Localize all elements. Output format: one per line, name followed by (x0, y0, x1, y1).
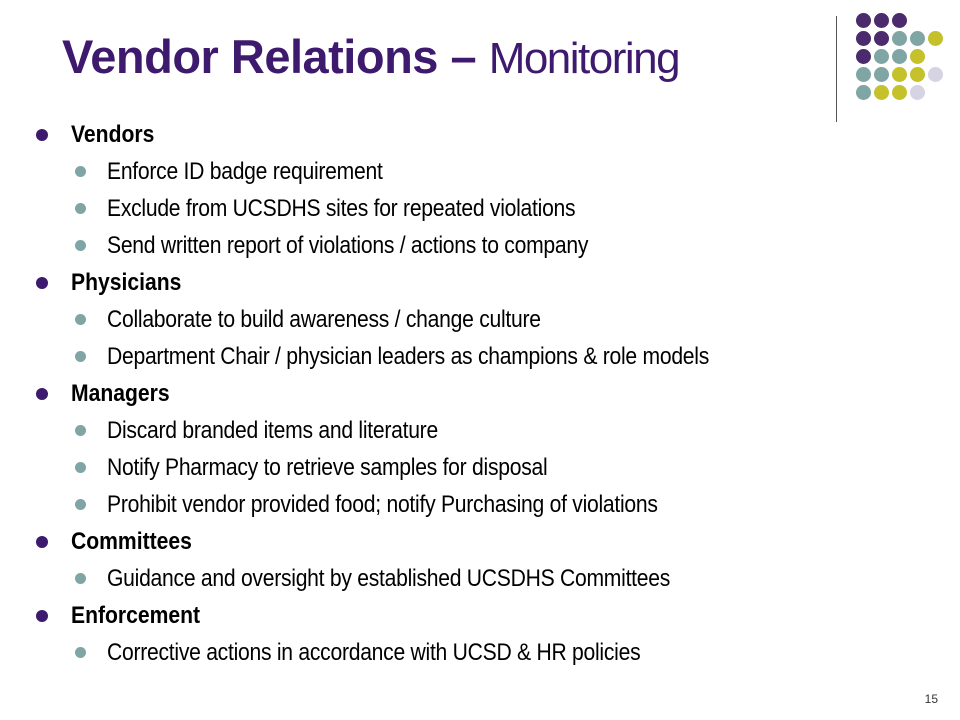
section-heading: Vendors (0, 116, 960, 153)
dot-icon (928, 67, 943, 82)
dot-icon (892, 31, 907, 46)
slide-title-sub: Monitoring (488, 34, 680, 83)
bullet-icon (75, 314, 86, 325)
title-divider (836, 16, 837, 122)
bullet-icon (36, 388, 48, 400)
dot-icon (892, 13, 907, 28)
list-item: Enforce ID badge requirement (0, 153, 960, 190)
dot-icon (910, 85, 925, 100)
dot-icon (892, 85, 907, 100)
bullet-icon (75, 351, 86, 362)
bullet-list (0, 116, 960, 671)
list-item: Discard branded items and literature (0, 412, 960, 449)
dot-icon (892, 67, 907, 82)
slide-title-dash: – (450, 30, 477, 83)
bullet-icon (36, 610, 48, 622)
section-heading: Physicians (0, 264, 960, 301)
dot-icon (874, 85, 889, 100)
dot-icon (856, 49, 871, 64)
bullet-icon (36, 536, 48, 548)
bullet-icon (75, 425, 86, 436)
dot-icon (910, 49, 925, 64)
dot-icon (856, 67, 871, 82)
section-heading: Enforcement (0, 597, 960, 634)
section-heading: Committees (0, 523, 960, 560)
dot-icon (892, 49, 907, 64)
list-item: Send written report of violations / actions to company (0, 227, 960, 264)
dot-icon (874, 31, 889, 46)
list-item: Notify Pharmacy to retrieve samples for disposal (0, 449, 960, 486)
bullet-icon (75, 462, 86, 473)
bullet-icon (75, 203, 86, 214)
list-item: Exclude from UCSDHS sites for repeated violations (0, 190, 960, 227)
slide-title (62, 26, 679, 90)
bullet-icon (75, 240, 86, 251)
dot-icon (856, 85, 871, 100)
dot-icon (874, 67, 889, 82)
slide-title-main: Vendor Relations (62, 30, 438, 83)
list-item: Prohibit vendor provided food; notify Purchasing of violations (0, 486, 960, 523)
bullet-icon (75, 166, 86, 177)
bullet-icon (75, 647, 86, 658)
bullet-icon (75, 573, 86, 584)
section-heading: Managers (0, 375, 960, 412)
bullet-icon (75, 499, 86, 510)
bullet-icon (36, 129, 48, 141)
list-item: Guidance and oversight by established UCSDHS Committees (0, 560, 960, 597)
dot-icon (910, 67, 925, 82)
dot-icon (874, 13, 889, 28)
dot-icon (928, 31, 943, 46)
dot-icon (910, 31, 925, 46)
bullet-icon (36, 277, 48, 289)
dot-icon (856, 13, 871, 28)
page-number: 15 (924, 692, 938, 706)
list-item: Corrective actions in accordance with UCSD & HR policies (0, 634, 960, 671)
dot-icon (856, 31, 871, 46)
dot-icon (874, 49, 889, 64)
list-item: Collaborate to build awareness / change culture (0, 301, 960, 338)
dot-grid-logo-icon (846, 13, 946, 123)
list-item: Department Chair / physician leaders as champions & role models (0, 338, 960, 375)
